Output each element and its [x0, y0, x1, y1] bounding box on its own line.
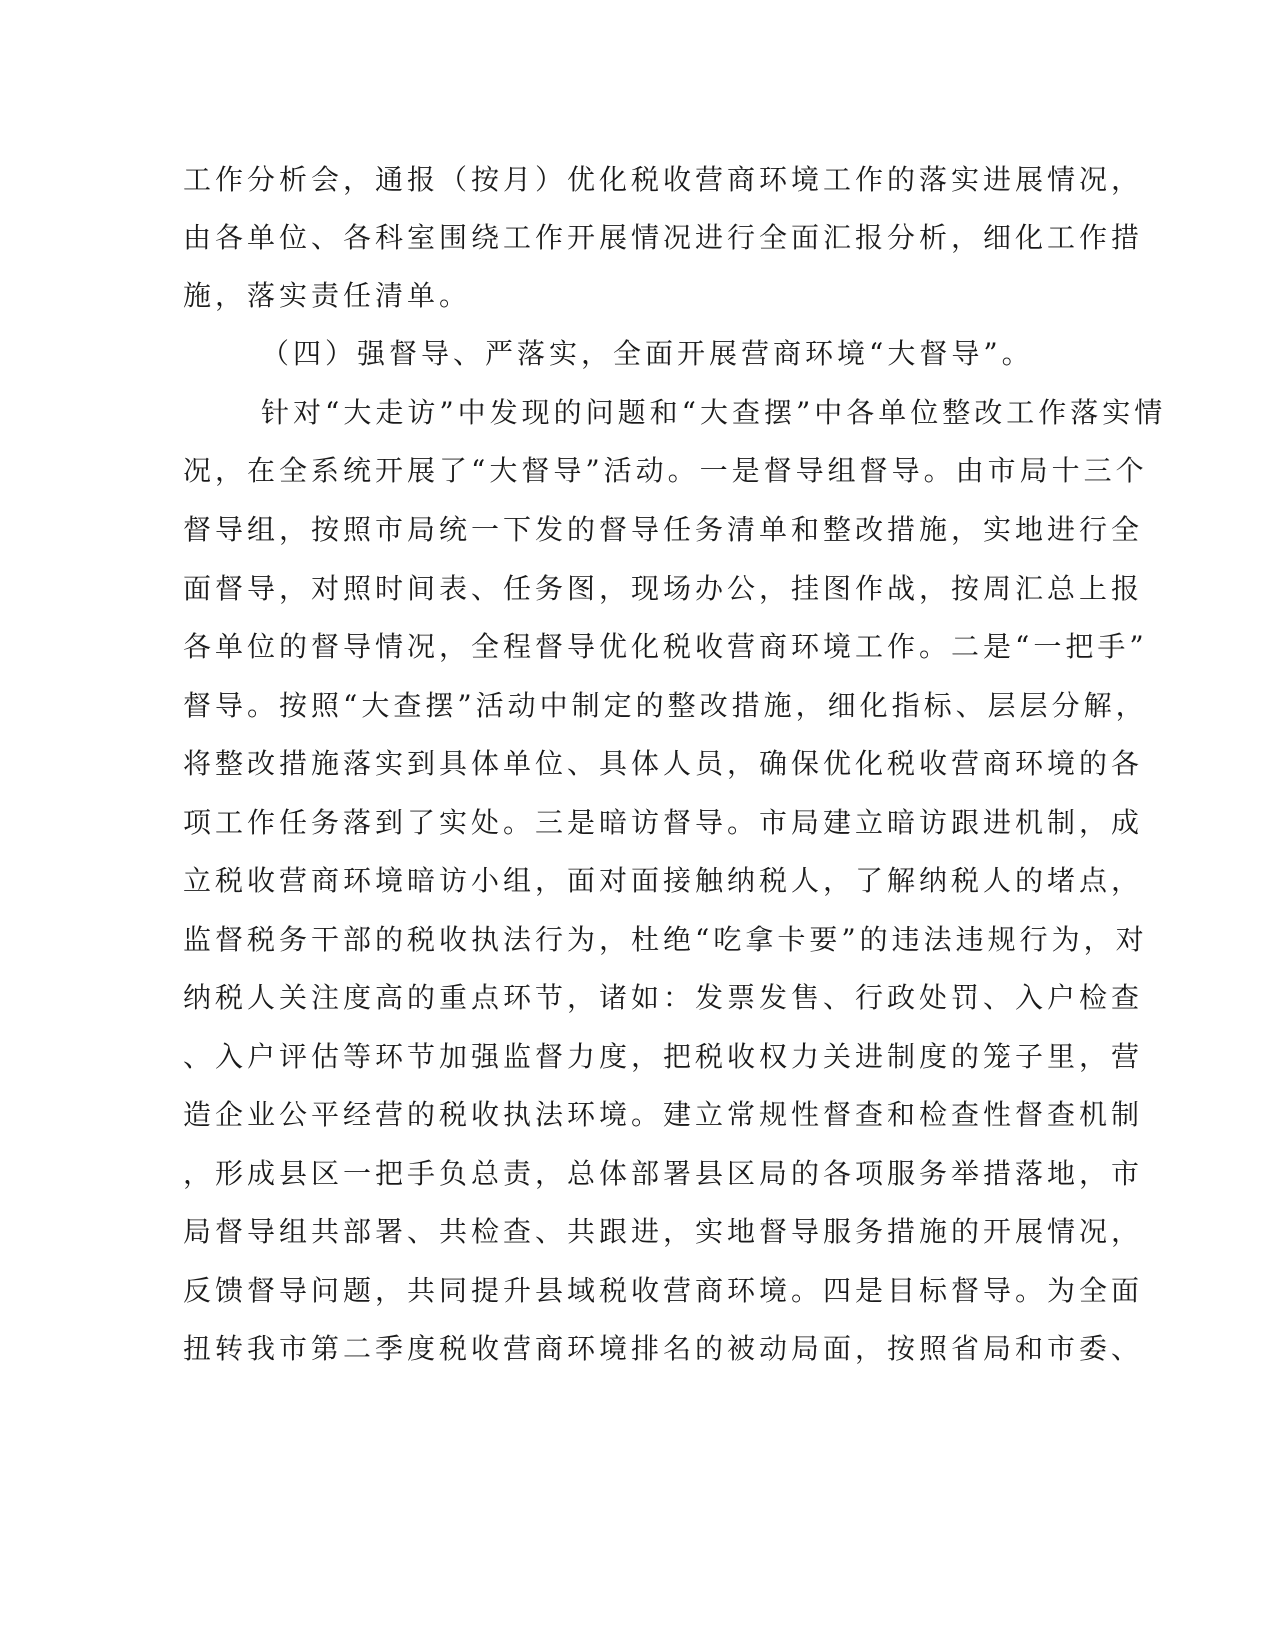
text-line: 立税收营商环境暗访小组，面对面接触纳税人，了解纳税人的堵点， — [183, 864, 1144, 897]
text-line: 由各单位、各科室围绕工作开展情况进行全面汇报分析，细化工作措 — [183, 221, 1144, 254]
text-line: 面督导，对照时间表、任务图，现场办公，挂图作战，按周汇总上报 — [183, 572, 1144, 605]
text-line: 监督税务干部的税收执法行为，杜绝“吃拿卡要”的违法违规行为，对 — [183, 923, 1148, 956]
text-line: 反馈督导问题，共同提升县域税收营商环境。四是目标督导。为全面 — [183, 1274, 1144, 1307]
section-heading: （四）强督导、严落实，全面开展营商环境“大督导”。 — [261, 337, 1034, 370]
text-line: 造企业公平经营的税收执法环境。建立常规性督查和检查性督查机制 — [183, 1098, 1144, 1131]
text-line: 工作分析会，通报（按月）优化税收营商环境工作的落实进展情况， — [183, 163, 1144, 196]
text-line: 局督导组共部署、共检查、共跟进，实地督导服务措施的开展情况， — [183, 1215, 1144, 1248]
text-line: 施，落实责任清单。 — [183, 279, 472, 312]
text-line: 督导组，按照市局统一下发的督导任务清单和整改措施，实地进行全 — [183, 513, 1144, 546]
text-line: 督导。按照“大查摆”活动中制定的整改措施，细化指标、层层分解， — [183, 689, 1148, 722]
text-line: 、入户评估等环节加强监督力度，把税收权力关进制度的笼子里，营 — [183, 1040, 1144, 1073]
text-line: 针对“大走访”中发现的问题和“大查摆”中各单位整改工作落实情 — [261, 396, 1167, 429]
text-line: 项工作任务落到了实处。三是暗访督导。市局建立暗访跟进机制，成 — [183, 806, 1144, 839]
text-line: 各单位的督导情况，全程督导优化税收营商环境工作。二是“一把手” — [183, 630, 1148, 663]
text-line: 将整改措施落实到具体单位、具体人员，确保优化税收营商环境的各 — [183, 747, 1144, 780]
text-line: 扭转我市第二季度税收营商环境排名的被动局面，按照省局和市委、 — [183, 1332, 1144, 1365]
text-line: 纳税人关注度高的重点环节，诸如：发票发售、行政处罚、入户检查 — [183, 981, 1144, 1014]
text-line: ，形成县区一把手负总责，总体部署县区局的各项服务举措落地，市 — [183, 1157, 1144, 1190]
text-line: 况，在全系统开展了“大督导”活动。一是督导组督导。由市局十三个 — [183, 454, 1148, 487]
